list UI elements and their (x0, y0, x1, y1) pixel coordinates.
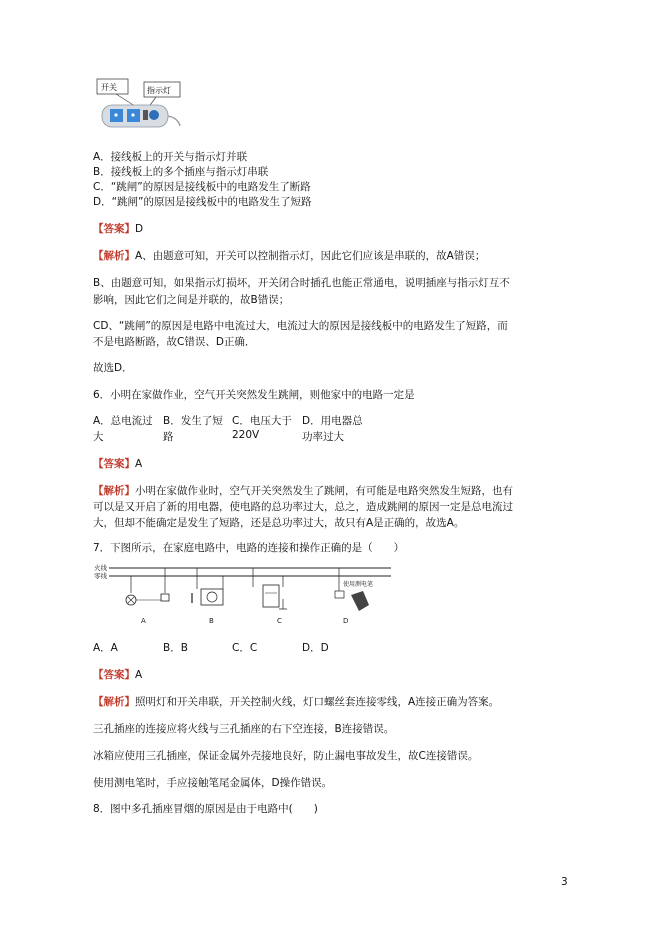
q7-analysis-line-4: 使用测电笔时，手应接触笔尾金属体，D操作错误。 (93, 777, 333, 789)
answer-value: D (135, 223, 144, 235)
q5-option-b: B．接线板上的多个插座与指示灯串联 (93, 166, 269, 178)
q6-analysis-line-3: 大，但却不能确定是发生了短路，还是总功率过大，故只有A是正确的，故选A。 (93, 517, 465, 529)
q6-option-a-cont: 大 (93, 431, 104, 443)
q5-analysis-line-2: B、由题意可知，如果指示灯损坏，开关闭合时插孔也能正常通电，说明插座与指示灯互不 (93, 277, 510, 289)
q6-option-c-cont: 220V (232, 429, 260, 441)
q7-option-c: C．C (232, 642, 258, 654)
q5-option-c: C．“跳闸”的原因是接线板中的电路发生了断路 (93, 181, 311, 193)
q7-analysis-line-2: 三孔插座的连接应将火线与三孔插座的右下空连接，B连接错误。 (93, 723, 395, 735)
live-wire-label: 火线 (94, 564, 107, 572)
pen-label: 使用测电笔 (343, 581, 374, 588)
q6-option-b: B．发生了短 (163, 415, 223, 427)
q5-option-a: A．接线板上的开关与指示灯并联 (93, 151, 248, 163)
q7-option-d: D．D (302, 642, 329, 654)
household-circuit-figure (93, 563, 393, 627)
switch-callout: 开关 (101, 83, 117, 92)
figure-label-d: D (343, 617, 349, 625)
q5-conclusion: 故选D． (93, 362, 133, 374)
q6-option-a: A．总电流过 (93, 415, 153, 427)
q6-option-d-cont: 功率过大 (302, 431, 344, 443)
q6-option-b-cont: 路 (163, 431, 174, 443)
q5-analysis-line-5: 不是电路断路，故C错误、D正确． (93, 336, 256, 348)
neutral-wire-label: 零线 (94, 572, 107, 580)
figure-label-b: B (209, 617, 214, 625)
q8-stem: 8．图中多孔插座冒烟的原因是由于电路中( ) (93, 803, 318, 815)
q6-answer: 【答案】A (93, 458, 143, 470)
q6-option-d: D．用电器总 (302, 415, 363, 427)
q6-analysis-line-2: 可以是又开启了新的用电器，使电路的总功率过大，总之，造成跳闸的原因一定是总电流过 (93, 501, 513, 513)
q7-option-b: B．B (163, 642, 188, 654)
indicator-callout: 指示灯 (147, 86, 171, 95)
analysis-tag: 【解析】 (93, 250, 135, 262)
q6-option-c: C．电压大于 (232, 415, 292, 427)
q5-analysis-line-3: 影响，因此它们之间是并联的，故B错误； (93, 294, 290, 306)
q7-stem: 7．下图所示，在家庭电路中，电路的连接和操作正确的是（ ） (93, 542, 405, 554)
q7-analysis-line-1: 【解析】照明灯和开关串联，开关控制火线，灯口螺丝套连接零线，A连接正确为答案。 (93, 696, 500, 708)
q7-answer: 【答案】A (93, 669, 143, 681)
q5-analysis-line-4: CD、“跳闸”的原因是电路中电流过大，电流过大的原因是接线板中的电路发生了短路，而 (93, 320, 508, 332)
figure-label-c: C (277, 617, 282, 625)
q5-answer (93, 221, 143, 236)
q7-option-a: A．A (93, 642, 118, 654)
q5-option-d: D．“跳闸”的原因是接线板中的电路发生了短路 (93, 196, 312, 208)
page-number: 3 (561, 876, 568, 888)
q6-stem: 6．小明在家做作业，空气开关突然发生跳闸，则他家中的电路一定是 (93, 389, 415, 401)
q6-analysis-line-1: 【解析】小明在家做作业时，空气开关突然发生了跳闸，有可能是电路突然发生短路，也有 (93, 485, 513, 497)
q5-analysis-line-1: 【解析】A、由题意可知，开关可以控制指示灯，因此它们应该是串联的，故A错误； (93, 250, 486, 262)
power-strip-figure (96, 78, 186, 133)
figure-label-a: A (141, 617, 146, 625)
answer-tag: 【答案】 (93, 223, 135, 235)
q7-analysis-line-3: 冰箱应使用三孔插座，保证金属外壳接地良好，防止漏电事故发生，故C连接错误。 (93, 750, 479, 762)
